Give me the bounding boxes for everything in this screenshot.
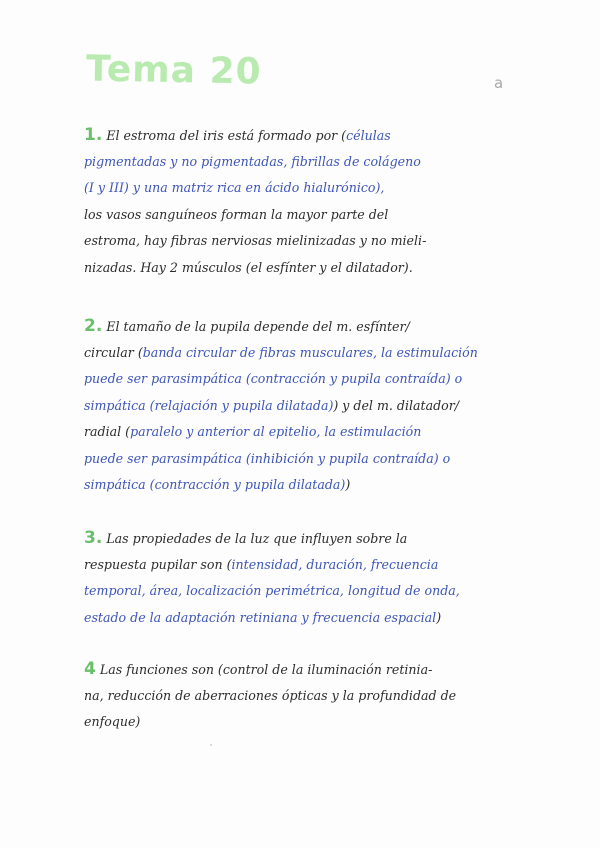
text-dark: estroma, hay fibras nerviosas mielinizadas y no mieli- (84, 233, 427, 248)
text-line (84, 175, 564, 202)
text-line (84, 525, 564, 552)
text-dark: respuesta pupilar son ( (84, 556, 232, 572)
text-line (84, 149, 564, 176)
text-line (84, 255, 564, 282)
text-blue: (I y III) y una matriz rica en ácido hialurónico), (84, 180, 385, 195)
answer-section-2 (84, 313, 564, 499)
text-dark: los vasos sanguíneos forman la mayor parte del (84, 206, 389, 222)
text-line (84, 122, 564, 149)
page-title: Tema 20 (85, 48, 262, 93)
text-line (84, 552, 564, 579)
text-line (84, 313, 564, 340)
paper-speck (210, 744, 212, 746)
text-dark: Las funciones son (control de la iluminación retinia- (99, 662, 433, 677)
section-number: 4 (84, 659, 96, 679)
text-line (84, 393, 564, 420)
answer-section-4 (84, 656, 564, 736)
answer-section-3 (84, 525, 564, 631)
text-blue: estado de la adaptación retiniana y frecuencia espacial (84, 609, 437, 625)
text-dark: Las propiedades de la luz que influyen sobre la (106, 531, 408, 546)
section-number: 2. (84, 316, 103, 336)
text-blue: puede ser parasimpática (contracción y pupila contraída) o (84, 371, 463, 386)
text-blue: temporal, área, localización perimétrica, longitud de onda, (84, 583, 460, 598)
text-line (84, 228, 564, 255)
text-blue: simpática (relajación y pupila dilatada) (84, 397, 334, 413)
text-dark: ) y del m. dilatador/ (333, 397, 460, 413)
section-number: 3. (84, 528, 103, 548)
text-blue: puede ser parasimpática (inhibición y pupila contraída) o (84, 450, 451, 466)
text-line (84, 656, 564, 683)
text-dark: enfoque) (84, 714, 141, 729)
text-dark: El estroma del iris está formado por ( (106, 128, 347, 143)
text-line (84, 202, 564, 229)
section-number: 1. (84, 125, 103, 145)
text-line (84, 366, 564, 393)
text-dark: ) (436, 609, 442, 625)
text-blue: paralelo y anterior al epitelio, la estimulación (130, 424, 422, 439)
text-dark: radial ( (84, 424, 131, 439)
text-dark: nizadas. Hay 2 músculos (el esfínter y el dilatador). (84, 259, 413, 275)
text-line (84, 578, 564, 605)
text-blue: células (346, 128, 391, 143)
text-line (84, 419, 564, 446)
text-dark: circular ( (84, 344, 143, 360)
text-line (84, 446, 564, 473)
text-dark: ) (345, 477, 351, 492)
text-line (84, 340, 564, 367)
text-blue: pigmentadas y no pigmentadas, fibrillas de colágeno (84, 153, 421, 169)
text-line (84, 472, 564, 499)
text-dark: El tamaño de la pupila depende del m. esfínter/ (106, 319, 410, 334)
text-line (84, 605, 564, 632)
answer-section-1 (84, 122, 564, 281)
text-dark: na, reducción de aberraciones ópticas y la profundidad de (84, 687, 457, 703)
text-line (84, 709, 564, 736)
text-blue: intensidad, duración, frecuencia (231, 556, 439, 572)
text-line (84, 683, 564, 710)
corner-mark: a (494, 74, 504, 92)
text-blue: banda circular de fibras musculares, la estimulación (142, 344, 478, 360)
text-blue: simpática (contracción y pupila dilatada) (84, 477, 346, 492)
